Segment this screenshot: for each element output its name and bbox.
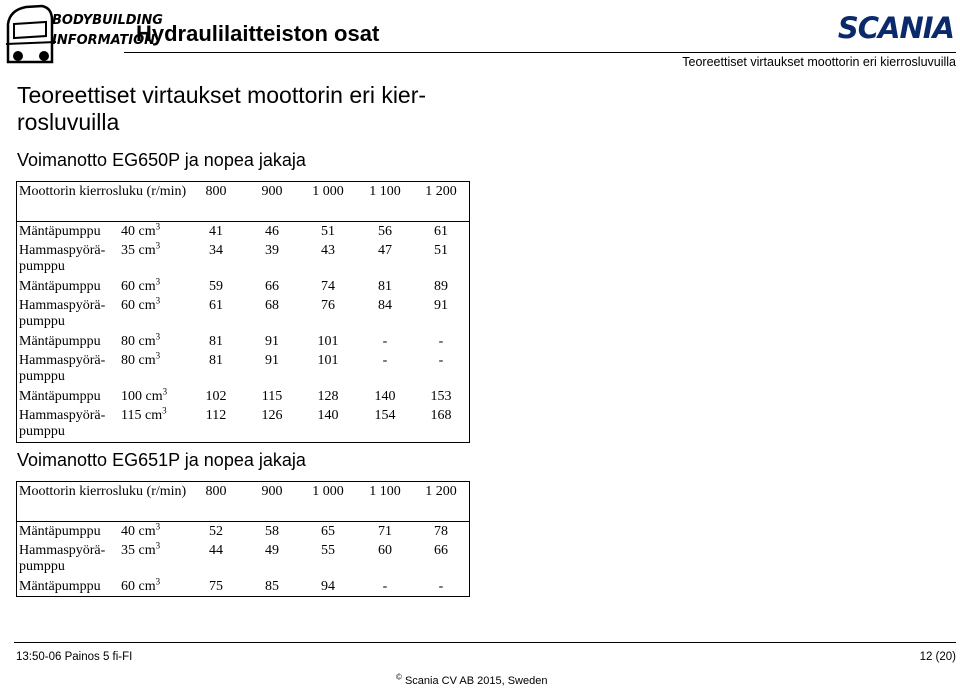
pump-type: Mäntäpumppu	[19, 279, 101, 294]
rpm-column-header: 1 000	[312, 184, 344, 199]
pump-type: Hammaspyörä-pumppu	[19, 543, 106, 574]
flow-value: 168	[430, 408, 452, 423]
table-row	[17, 222, 469, 241]
flow-value: 128	[317, 389, 339, 404]
pump-type: Mäntäpumppu	[19, 334, 101, 349]
rpm-column-header: 1 100	[369, 184, 401, 199]
rpm-column-header: 1 000	[312, 484, 344, 499]
displacement-value: 40 cm	[121, 224, 156, 239]
rpm-column-header: 900	[261, 484, 283, 499]
flow-value: 66	[434, 543, 448, 558]
scania-logo: SCANIA	[837, 11, 954, 45]
displacement	[121, 386, 168, 405]
flow-value: 47	[378, 243, 392, 258]
displacement	[121, 350, 161, 369]
flow-value: 66	[265, 279, 279, 294]
displacement	[121, 576, 161, 595]
pump-type: Hammaspyörä-pumppu	[19, 408, 106, 439]
displacement-unit-exponent: 3	[155, 350, 161, 361]
displacement-unit-exponent: 3	[155, 240, 161, 251]
displacement-unit-exponent: 3	[162, 405, 167, 416]
flow-value: 153	[430, 389, 452, 404]
displacement-value: 60 cm	[121, 298, 156, 313]
flow-value: 61	[434, 224, 448, 239]
page-title: Teoreettiset virtaukset moottorin eri kier-rosluvuilla	[17, 82, 427, 135]
flow-value: 81	[209, 334, 223, 349]
flow-value: 43	[321, 243, 335, 258]
flow-value: 61	[209, 298, 223, 313]
flow-value: 101	[317, 353, 339, 368]
flow-value: -	[438, 353, 444, 368]
table-row	[17, 387, 469, 406]
table-row	[17, 241, 469, 277]
flow-value: 51	[434, 243, 448, 258]
flow-value: 34	[209, 243, 223, 258]
flow-value: 81	[209, 353, 223, 368]
flow-value: 41	[209, 224, 223, 239]
flow-value: -	[438, 579, 444, 594]
displacement-unit-exponent: 3	[155, 521, 161, 532]
displacement-value: 35 cm	[121, 543, 156, 558]
displacement-value: 100 cm	[121, 389, 163, 404]
rpm-column-header: 800	[205, 184, 227, 199]
displacement	[121, 331, 161, 350]
displacement-unit-exponent: 3	[155, 276, 161, 287]
flow-value: -	[438, 334, 444, 349]
table-row	[17, 522, 469, 541]
section-title-eg650p: Voimanotto EG650P ja nopea jakaja	[17, 150, 306, 170]
rpm-column-header: 1 200	[425, 184, 457, 199]
flow-value: 65	[321, 524, 335, 539]
flow-value: 68	[265, 298, 279, 313]
flow-table-eg651p	[16, 481, 470, 597]
flow-value: 58	[265, 524, 279, 539]
table-row	[17, 296, 469, 332]
flow-value: 102	[205, 389, 227, 404]
table-header-row	[17, 482, 469, 522]
displacement	[121, 540, 161, 559]
displacement-value: 40 cm	[121, 524, 156, 539]
flow-value: 46	[265, 224, 279, 239]
flow-value: 91	[434, 298, 448, 313]
flow-value: 89	[434, 279, 448, 294]
footer-page-number: 12 (20)	[919, 651, 956, 663]
flow-value: 56	[378, 224, 392, 239]
svg-text:BODYBUILDING: BODYBUILDING	[52, 13, 163, 28]
table-row	[17, 332, 469, 351]
footer-edition: 13:50-06 Painos 5 fi-FI	[16, 651, 133, 663]
pump-type: Mäntäpumppu	[19, 389, 101, 404]
rpm-column-header: 900	[261, 184, 283, 199]
displacement	[121, 295, 161, 314]
footer-divider	[14, 642, 956, 643]
flow-value: 94	[321, 579, 335, 594]
flow-value: 140	[374, 389, 396, 404]
displacement	[121, 221, 161, 240]
flow-value: 52	[209, 524, 223, 539]
flow-value: 75	[209, 579, 223, 594]
svg-text:INFORMATION: INFORMATION	[52, 33, 156, 48]
displacement-value: 60 cm	[121, 279, 156, 294]
displacement	[121, 405, 167, 424]
rpm-column-header: 800	[205, 484, 227, 499]
flow-value: 51	[321, 224, 335, 239]
displacement	[121, 240, 161, 259]
flow-value: -	[382, 579, 388, 594]
displacement-unit-exponent: 3	[155, 295, 161, 306]
rpm-column-header: 1 200	[425, 484, 457, 499]
flow-value: -	[382, 334, 388, 349]
displacement-value: 80 cm	[121, 353, 156, 368]
flow-value: 84	[378, 298, 392, 313]
flow-value: 49	[265, 543, 279, 558]
displacement-value: 35 cm	[121, 243, 156, 258]
rpm-header-label: Moottorin kierrosluku (r/min)	[19, 184, 187, 199]
flow-value: 101	[317, 334, 339, 349]
flow-value: 85	[265, 579, 279, 594]
flow-value: 126	[261, 408, 283, 423]
flow-value: 71	[378, 524, 392, 539]
flow-value: 81	[378, 279, 392, 294]
pump-type: Hammaspyörä-pumppu	[19, 298, 106, 329]
displacement-value: 60 cm	[121, 579, 156, 594]
table-row	[17, 577, 469, 596]
displacement	[121, 521, 161, 540]
flow-value: 44	[209, 543, 223, 558]
table-row	[17, 351, 469, 387]
flow-value: 59	[209, 279, 223, 294]
bodybuilding-information-logo	[2, 2, 163, 68]
flow-value: 154	[374, 408, 396, 423]
pump-type: Mäntäpumppu	[19, 224, 101, 239]
displacement-unit-exponent: 3	[155, 576, 161, 587]
flow-table-eg650p	[16, 181, 470, 443]
flow-value: 115	[261, 389, 283, 404]
pump-type: Mäntäpumppu	[19, 579, 101, 594]
flow-value: 91	[265, 353, 279, 368]
table-header-row	[17, 182, 469, 222]
flow-value: 91	[265, 334, 279, 349]
footer-copyright	[396, 672, 548, 687]
pump-type: Hammaspyörä-pumppu	[19, 243, 106, 274]
section-title-eg651p: Voimanotto EG651P ja nopea jakaja	[17, 450, 306, 470]
displacement-unit-exponent: 3	[155, 221, 161, 232]
copyright-symbol: ©	[396, 672, 402, 682]
table-row	[17, 541, 469, 577]
rpm-header-label: Moottorin kierrosluku (r/min)	[19, 484, 187, 499]
flow-value: 39	[265, 243, 279, 258]
pump-type: Hammaspyörä-pumppu	[19, 353, 106, 384]
flow-value: 74	[321, 279, 335, 294]
header-subtitle: Teoreettiset virtaukset moottorin eri kierrosluvuilla	[682, 55, 956, 69]
flow-value: 140	[317, 408, 339, 423]
displacement-unit-exponent: 3	[155, 540, 161, 551]
displacement-unit-exponent: 3	[155, 331, 161, 342]
flow-value: 76	[321, 298, 335, 313]
flow-value: 60	[378, 543, 392, 558]
header-divider	[124, 52, 956, 53]
rpm-column-header: 1 100	[369, 484, 401, 499]
document-header-title: Hydraulilaitteiston osat	[136, 21, 380, 46]
copyright-text: Scania CV AB 2015, Sweden	[404, 675, 548, 687]
flow-value: 55	[321, 543, 335, 558]
displacement-value: 80 cm	[121, 334, 156, 349]
flow-value: 112	[205, 408, 227, 423]
displacement	[121, 276, 161, 295]
displacement-unit-exponent: 3	[162, 386, 168, 397]
table-row	[17, 406, 469, 442]
flow-value: -	[382, 353, 388, 368]
pump-type: Mäntäpumppu	[19, 524, 101, 539]
table-row	[17, 277, 469, 296]
displacement-value: 115 cm	[121, 408, 163, 423]
flow-value: 78	[434, 524, 448, 539]
